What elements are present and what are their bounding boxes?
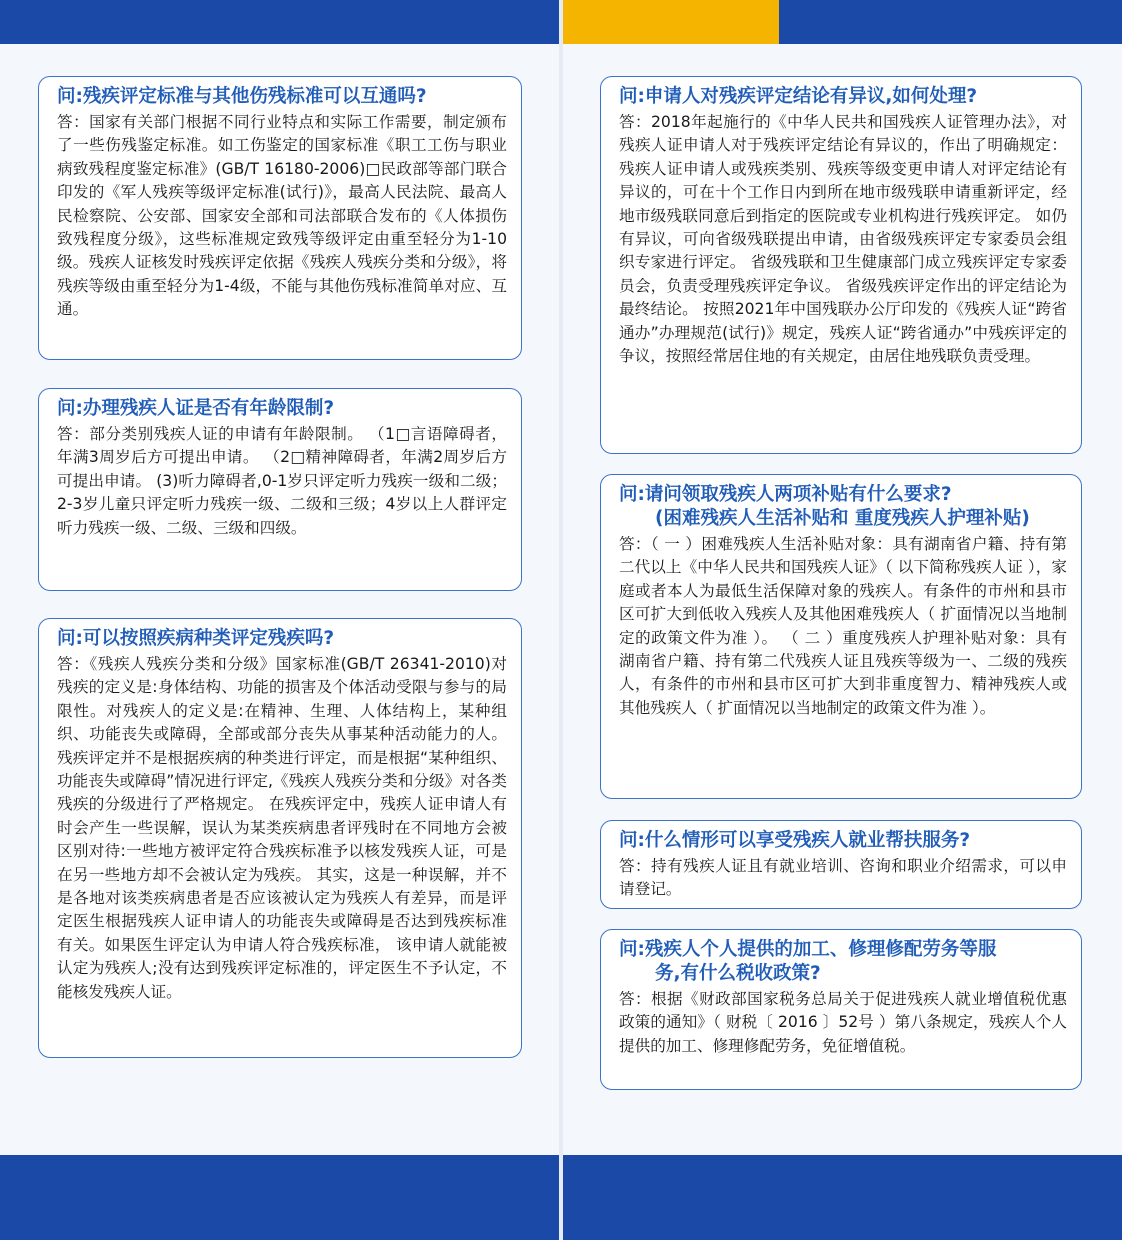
top-band-right [779,0,1122,44]
faq-answer: 答：持有残疾人证且有就业培训、咨询和职业介绍需求，可以申请登记。 [619,857,1067,899]
faq-question: 问:残疾评定标准与其他伤残标准可以互通吗? [57,86,427,107]
column-divider [559,0,563,1240]
faq-question: 问:什么情形可以享受残疾人就业帮扶服务? [619,830,971,851]
faq-answer: 答：国家有关部门根据不同行业特点和实际工作需要，制定颁布了一些伤残鉴定标准。如工伤鉴定的国家标准《职工工伤与职业病致残程度鉴定标准》(GB/T 16180-2006)□民政部等部门联合印发的《军人残疾等级评定标准(试行)》，最高人民法院、最高人民检察院、公安部、国家安全部和司法部联合发布的《人体损伤致残程度分级》，这些标准规定致残等级评定由重至轻分为1-10级。残疾人证核发时残疾评定依据《残疾人残疾分类和分级》，将残疾等级由重至轻分为1-4级，不能与其他伤残标准简单对应、互通。 [57,113,507,319]
faq-answer: 答：部分类别残疾人证的申请有年龄限制。 （1□言语障碍者，年满3周岁后方可提出申请。 （2□精神障碍者，年满2周岁后方可提出申请。 (3)听力障碍者,0-1岁只评定听力残疾一级和二级；2-3岁儿童只评定听力残疾一级、二级和三级；4岁以上人群评定听力残疾一级、二级、三级和四级。 [57,425,507,537]
faq-card-tax [600,929,1082,1090]
top-band-left [0,0,559,44]
faq-question: 问:可以按照疾病种类评定残疾吗? [57,628,335,649]
top-band-accent [563,0,779,44]
faq-question [619,938,1067,986]
faq-answer: 答：《残疾人残疾分类和分级》国家标准(GB/T 26341-2010)对残疾的定义是:身体结构、功能的损害及个体活动受限与参与的局限性。对残疾人的定义是:在精神、生理、人体结构上，某种组织、功能丧失或障碍，全部或部分丧失从事某种活动能力的人。 残疾评定并不是根据疾病的种类进行评定，而是根据“某种组织、功能丧失或障碍”情况进行评定,《残疾人残疾分类和分级》对各类残疾的分级进行了严格规定。 在残疾评定中，残疾人证申请人有时会产生一些误解，误认为某类疾病患者评残时在不同地方会被区别对待:一些地方被评定符合残疾标准予以核发残疾人证，可是在另一些地方却不会被认定为残疾。 其实，这是一种误解，并不是各地对该类疾病患者是否应该被认定为残疾人有差异，而是评定医生根据残疾人证申请人的功能丧失或障碍是否达到残疾标准有关。如果医生评定认为申请人符合残疾标准， 该申请人就能被认定为残疾人;没有达到残疾评定标准的，评定医生不予认定，不能核发残疾人证。 [57,655,507,1001]
faq-answer: 答：2018年起施行的《中华人民共和国残疾人证管理办法》，对残疾人证申请人对于残疾评定结论有异议的，作出了明确规定：残疾人证申请人或残疾类别、残疾等级变更申请人对评定结论有异议的，可在十个工作日内到所在地市级残联申请重新评定，经地市级残联同意后到指定的医院或专业机构进行残疾评定。 如仍有异议，可向省级残联提出申请，由省级残疾评定专家委员会组织专家进行评定。 省级残联和卫生健康部门成立残疾评定专家委员会，负责受理残疾评定争议。 省级残疾评定作出的评定结论为最终结论。 按照2021年中国残联办公厅印发的《残疾人证“跨省通办”办理规范(试行)》规定，残疾人证“跨省通办”中残疾评定的争议，按照经常居住地的有关规定，由居住地残联负责受理。 [619,113,1067,366]
faq-question: 问:申请人对残疾评定结论有异议,如何处理? [619,86,978,107]
faq-question-subtitle: 务,有什么税收政策? [655,963,821,984]
faq-answer: 答：根据《财政部国家税务总局关于促进残疾人就业增值税优惠政策的通知》（ 财税〔 2016 〕52号 ）第八条规定，残疾人个人提供的加工、修理修配劳务，免征增值税。 [619,990,1067,1055]
bottom-band-right [563,1155,1122,1240]
faq-card-employment [600,820,1082,909]
faq-answer: 答：（ 一 ）困难残疾人生活补贴对象：具有湖南省户籍、持有第二代以上《中华人民共和国残疾人证》（ 以下简称残疾人证 ），家庭或者本人为最低生活保障对象的残疾人。有条件的市州和县市区可扩大到低收入残疾人及其他困难残疾人（ 扩面情况以当地制定的政策文件为准 ）。 （ 二 ）重度残疾人护理补贴对象：具有湖南省户籍、持有第二代残疾人证且残疾等级为一、二级的残疾人，有条件的市州和县市区可扩大到非重度智力、精神残疾人或其他残疾人（ 扩面情况以当地制定的政策文件为准 ）。 [619,535,1067,717]
faq-card-disease-type [38,618,522,1058]
faq-card-age-limit [38,388,522,591]
faq-card-interoperability [38,76,522,360]
faq-question-main: 问:请问领取残疾人两项补贴有什么要求? [619,484,952,505]
faq-question: 问:办理残疾人证是否有年龄限制? [57,398,335,419]
faq-question-main: 问:残疾人个人提供的加工、修理修配劳务等服 [619,939,997,960]
faq-question-subtitle: (困难残疾人生活补贴和 重度残疾人护理补贴) [655,508,1030,529]
faq-question [619,483,1067,531]
bottom-band-left [0,1155,559,1240]
faq-card-subsidies [600,474,1082,799]
faq-card-dispute [600,76,1082,454]
